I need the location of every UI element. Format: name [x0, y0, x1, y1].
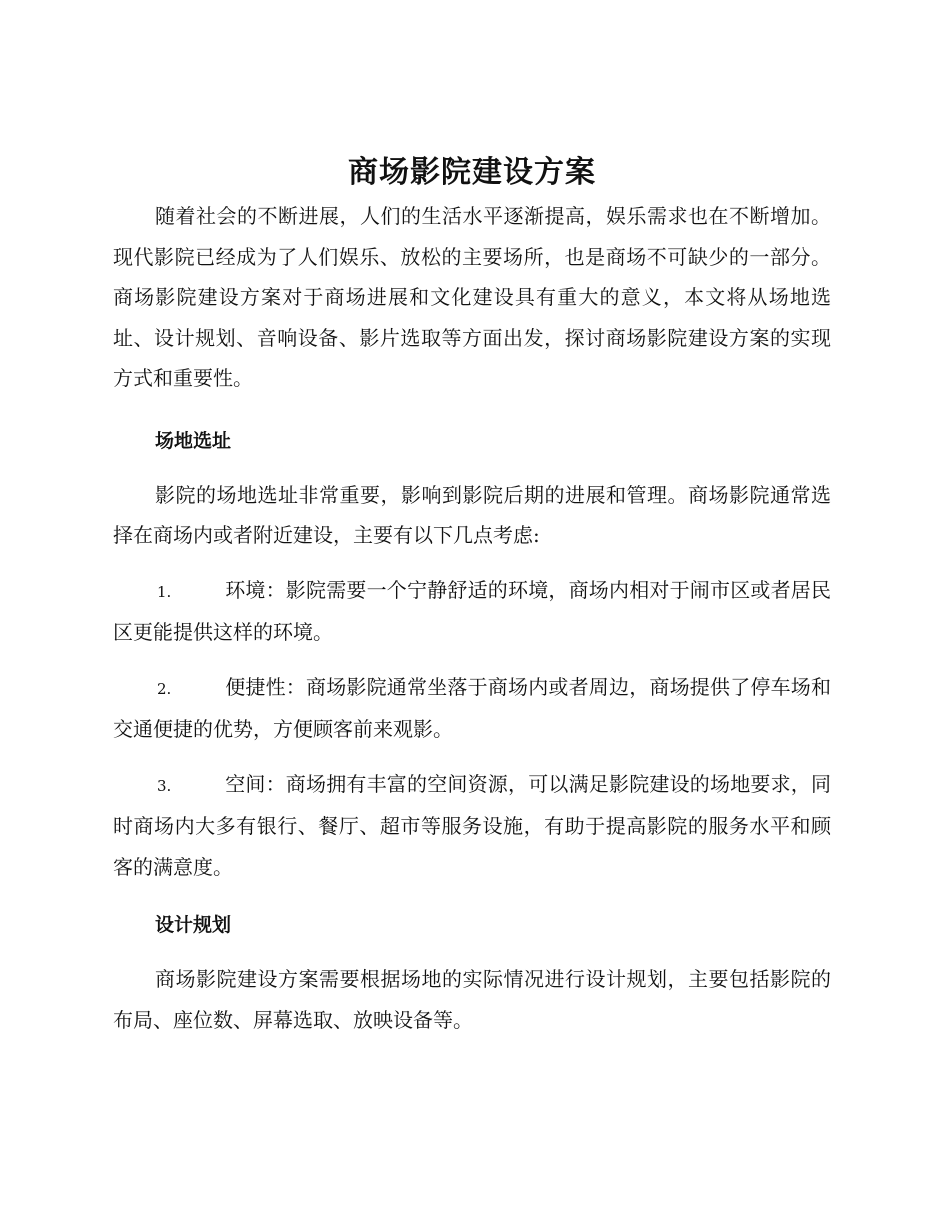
section-heading-design: 设计规划: [155, 914, 232, 936]
site-paragraph: 影院的场地选址非常重要，影响到影院后期的进展和管理。商场影院通常选择在商场内或者附近建设，主要有以下几点考虑:: [113, 482, 831, 547]
list-item: [113, 570, 831, 653]
list-text: 环境：影院需要一个宁静舒适的环境，商场内相对于闹市区或者居民区更能提供这样的环境。: [113, 577, 831, 644]
list-number: 1.: [157, 582, 172, 601]
list-item: [113, 667, 831, 750]
document-page: [113, 150, 831, 1040]
design-paragraph: 商场影院建设方案需要根据场地的实际情况进行设计规划，主要包括影院的布局、座位数、屏幕选取、放映设备等。: [113, 967, 831, 1032]
list-number: 3.: [157, 776, 172, 795]
list-item: [113, 764, 831, 888]
document-title: 商场影院建设方案: [348, 155, 596, 190]
section-heading-site: 场地选址: [155, 429, 232, 452]
intro-paragraph: 随着社会的不断进展，人们的生活水平逐渐提高，娱乐需求也在不断增加。现代影院已经成为了人们娱乐、放松的主要场所，也是商场不可缺少的一部分。商场影院建设方案对于商场进展和文化建设具有重大的意义，本文将从场地选址、设计规划、音响设备、影片选取等方面出发，探讨商场影院建设方案的实现方式和重要性。: [113, 204, 831, 390]
list-text: 便捷性：商场影院通常坐落于商场内或者周边，商场提供了停车场和交通便捷的优势，方便顾客前来观影。: [113, 674, 831, 741]
list-number: 2.: [157, 679, 172, 698]
list-text: 空间：商场拥有丰富的空间资源，可以满足影院建设的场地要求，同时商场内大多有银行、餐厅、超市等服务设施，有助于提高影院的服务水平和顾客的满意度。: [113, 771, 831, 879]
